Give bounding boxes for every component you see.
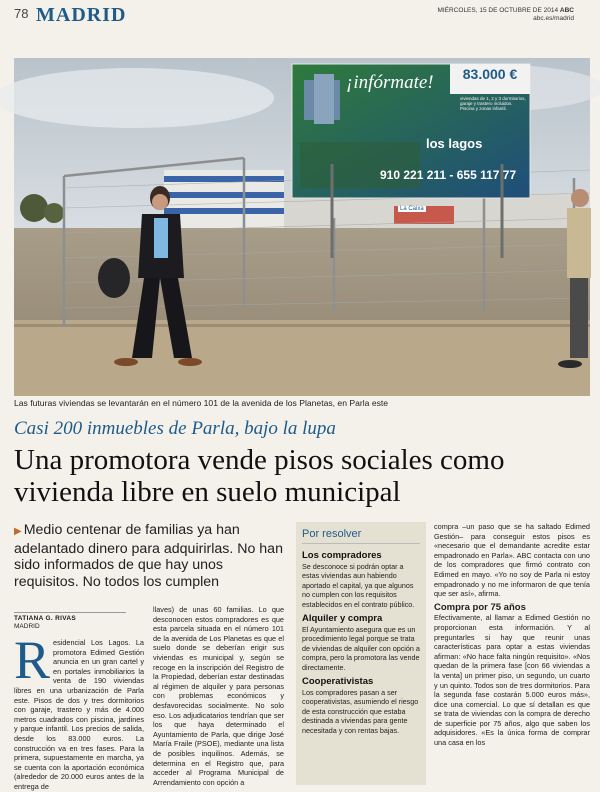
billboard-small-text: viviendas de 1, 2 y 3 dormitorios, garaje y trastero incluidos. Piscina y zonas infantil. [460, 96, 526, 112]
column-4-intro: compra –un paso que se ha saltado Edimed Gestión– para conseguir estos pisos es «necesario que el demandante acredite estar empadronado en Parla». ABC contacta con uno de los compradores que firmó contrato con Edimed en mayo. «Yo no soy de Parla ni estoy empadronado y no me informaron de que tenía que ser así», afirma. [434, 522, 590, 599]
issue-date: MIÉRCOLES, 15 DE OCTUBRE DE 2014 [437, 7, 559, 14]
dateline [437, 7, 574, 23]
photo-caption: Las futuras viviendas se levantarán en el número 101 de la avenida de los Planetas, en Parla este [14, 398, 389, 408]
byline [14, 612, 126, 630]
article-column-2: llaves) de unas 60 familias. Lo que desconocen estos compradores es que esta parcela situada en el número 101 de la avenida de Los Planetas es que el suelo donde se deberían erigir sus viviendas es municipal y, según se recoge en la inscripción del Registro de la Propiedad, deberían estar destinadas al régimen de alquiler y para personas con problemas económicos y desfavorecidas socialmente. No solo eso. Los adjudicatarios tendrían que ser los que haya determinado el Ayuntamiento de Parla, que dirige José María Fraile (PSOE), mediante una lista de posibles inquilinos. Además, se determina en el Registro que, para acceder al Programa Municipal de Arrendamiento con opción a [153, 605, 284, 787]
kicker: Casi 200 inmuebles de Parla, bajo la lupa [14, 418, 336, 439]
sidebar-heading: Cooperativistas [302, 676, 374, 688]
sidebar-title: Por resolver [302, 528, 420, 544]
column-4-body: Efectivamente, al llamar a Edimed Gestión no proporcionan esta información. Y al preguntarles si hay que reunir unas características para optar a estas viviendas afirman: «No hace falta ningún requisito». «Nos quedan de la primera fase [con 66 viviendas a la venta] un primer piso, un segundo, un cuarto y un quinto. Todos son de tres dormitorios. Para la segunda fase costarán 5.000 euros más», dice una comercial. Lo que sí detallan es que se trata de viviendas con la compra de derecho de superficie por 75 años, algo que saben los adquisidores. «Es la única forma de comprar una casa en los [434, 613, 590, 748]
article-column-4 [434, 522, 590, 785]
billboard-slogan: ¡infórmate! [346, 72, 434, 93]
sidebar-text: Los compradores pasan a ser cooperativistas, asumiendo el riesgo de esta construcción que estaba destinada a viviendas para gente necesitada y con rentas bajas. [302, 688, 419, 735]
sidebar-box [296, 522, 426, 785]
dropcap: R [14, 630, 51, 690]
site-url: abc.es/madrid [533, 15, 574, 22]
column-1-text: esidencial Los Lagos. La promotora Edimed Gestión anuncia en un gran cartel y en portales inmobiliarios la venta de 190 viviendas libres en una urbanización de Parla este. Pisos de dos y tres dormitorios con garaje, trastero y más de 4.000 metros cuadrados con piscina, jardines y parque infantil. Los precios de salida, desde los 83.000 euros. La construcción va en tres fases. Para la primera, supuestamente en marcha, ya se cuenta con la aportación económica (alrededor de 20.000 euros antes de la entrega de [14, 638, 144, 791]
masthead [14, 4, 590, 28]
page-number: 78 [14, 6, 29, 21]
article-column-1 [14, 630, 144, 791]
author-name: TATIANA G. RIVAS [14, 615, 76, 622]
lacaixa-sign: La Caixa [400, 206, 424, 212]
billboard-phones: 910 221 211 - 655 117 77 [380, 168, 517, 182]
sidebar-heading: Alquiler y compra [302, 613, 383, 625]
column-4-heading: Compra por 75 años [434, 601, 526, 613]
sidebar-text: Se desconoce si podrán optar a estas viviendas aun habiendo aportado el capital, ya que algunos no cumplen con los requisitos establecidos en el contrato público. [302, 562, 415, 609]
subheadline-text: Medio centenar de familias ya han adelantado dinero para adquirirlas. No han sido informados de que hay unos requisitos. No todos los cumplen [14, 522, 283, 590]
sidebar-text: El Ayuntamiento asegura que es un procedimiento legal porque se trata de viviendas de alquiler con opción a compra, pero la promotora las vende directamente. [302, 625, 420, 672]
billboard-price: 83.000 € [462, 66, 518, 82]
subheadline [14, 522, 284, 590]
headline: Una promotora vende pisos sociales como vivienda libre en suelo municipal [14, 444, 505, 508]
news-photo [14, 58, 590, 396]
billboard-brand: los lagos [426, 136, 483, 151]
section-title: MADRID [36, 4, 127, 26]
sidebar-heading: Los compradores [302, 550, 382, 561]
byline-city: MADRID [14, 623, 40, 630]
triangle-bullet-icon: ▶ [14, 526, 22, 537]
brand-label: ABC [559, 7, 574, 14]
